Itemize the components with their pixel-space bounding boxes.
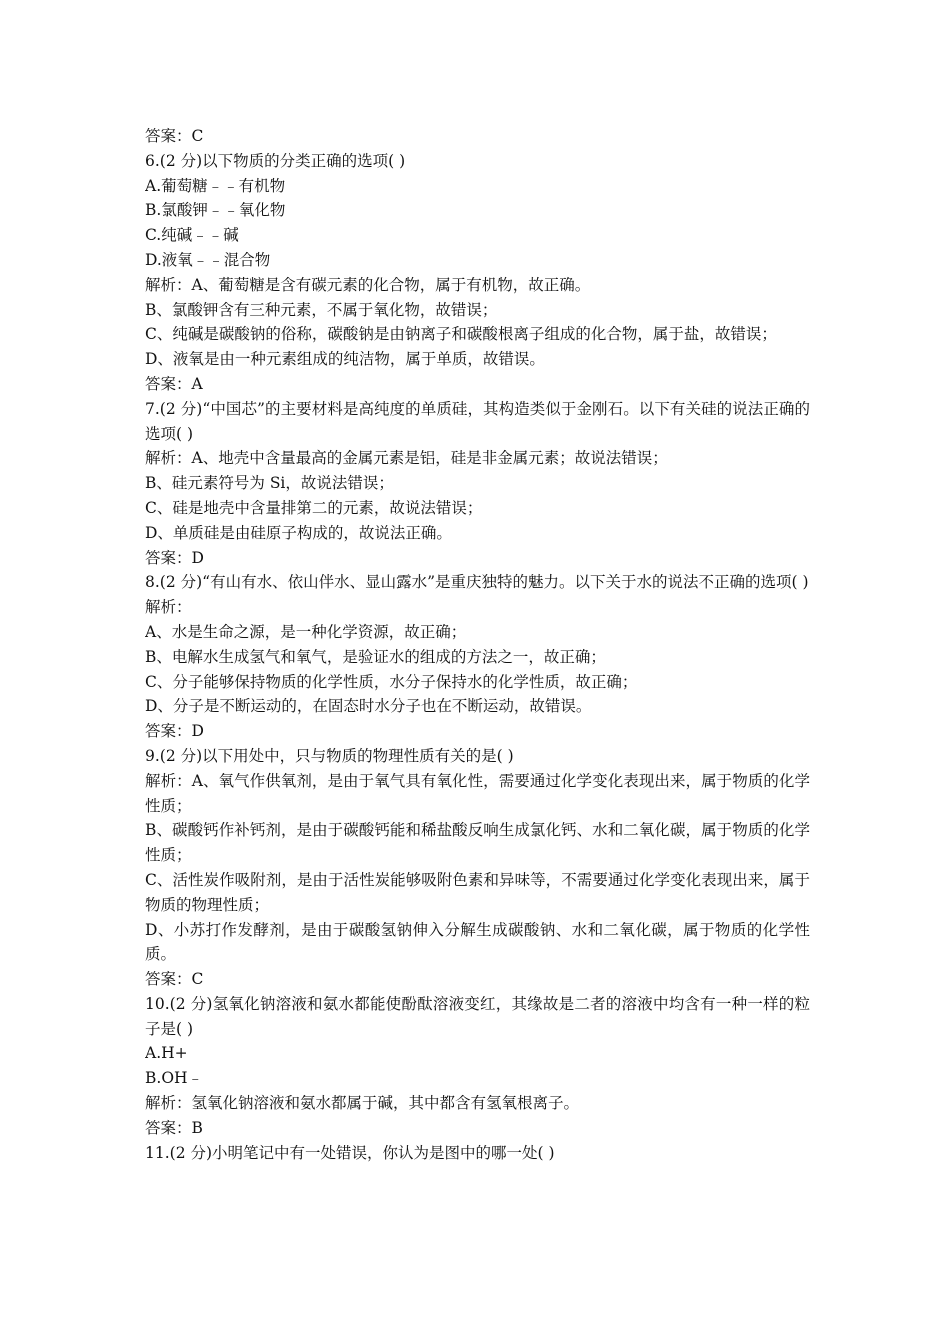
text-line: 解析：A、氧气作供氧剂，是由于氧气具有氧化性，需要通过化学变化表现出来，属于物质的化学性质； (145, 771, 810, 815)
text-line: 解析：A、葡萄糖是含有碳元素的化合物，属于有机物，故正确。 (145, 275, 591, 294)
text-line: B、氯酸钾含有三种元素，不属于氧化物，故错误； (145, 300, 498, 319)
text-line: B、硅元素符号为 Si，故说法错误； (145, 474, 394, 493)
text-line: 答案：D (145, 722, 204, 741)
text-line: 解析：A、地壳中含量最高的金属元素是铝，硅是非金属元素；故说法错误； (145, 449, 668, 468)
text-line: 9.(2 分)以下用处中，只与物质的物理性质有关的是( ) (145, 746, 514, 765)
text-line: 6.(2 分)以下物质的分类正确的选项( ) (145, 151, 406, 170)
text-line: B、碳酸钙作补钙剂，是由于碳酸钙能和稀盐酸反响生成氯化钙、水和二氧化碳，属于物质的化学性质； (145, 821, 810, 865)
text-line: D、单质硅是由硅原子构成的，故说法正确。 (145, 523, 452, 542)
text-line: 答案：C (145, 127, 204, 145)
text-line: C、活性炭作吸附剂，是由于活性炭能够吸附色素和异味等，不需要通过化学变化表现出来，属于物质的物理性质； (145, 870, 810, 914)
text-line: C.纯碱﹣﹣碱 (145, 226, 239, 245)
text-line: 答案：A (145, 374, 203, 393)
text-line: A、水是生命之源，是一种化学资源，故正确； (145, 622, 467, 641)
text-line: 解析：氢氧化钠溶液和氨水都属于碱，其中都含有氢氧根离子。 (145, 1094, 580, 1113)
text-line: D、分子是不断运动的，在固态时水分子也在不断运动，故错误。 (145, 697, 592, 716)
text-line: C、分子能够保持物质的化学性质，水分子保持水的化学性质，故正确； (145, 672, 638, 691)
text-line: 7.(2 分)“中国芯”的主要材料是高纯度的单质硅，其构造类似于金刚石。以下有关硅的说法正确的选项( ) (145, 399, 810, 443)
text-line: 解析： (145, 598, 192, 617)
text-line: B.氯酸钾﹣﹣氧化物 (145, 201, 286, 220)
text-line: D、液氧是由一种元素组成的纯洁物，属于单质，故错误。 (145, 350, 545, 369)
text-line: 10.(2 分)氢氧化钠溶液和氨水都能使酚酞溶液变红，其缘故是二者的溶液中均含有一种一样的粒子是( ) (145, 994, 810, 1038)
text-line: 答案：D (145, 548, 204, 567)
document-body (145, 124, 810, 1165)
text-line: 8.(2 分)“有山有水、依山伴水、显山露水”是重庆独特的魅力。以下关于水的说法不正确的选项( ) (145, 573, 809, 592)
text-line: D、小苏打作发酵剂，是由于碳酸氢钠伸入分解生成碳酸钠、水和二氧化碳，属于物质的化学性质。 (145, 920, 810, 964)
text-line: D.液氧﹣﹣混合物 (145, 250, 271, 269)
text-line: A.H+ (145, 1044, 188, 1063)
text-line: A.葡萄糖﹣﹣有机物 (145, 176, 286, 195)
text-line: 11.(2 分)小明笔记中有一处错误，你认为是图中的哪一处( ) (145, 1143, 555, 1162)
text-line: B.OH﹣ (145, 1069, 204, 1088)
text-line: C、纯碱是碳酸钠的俗称，碳酸钠是由钠离子和碳酸根离子组成的化合物，属于盐，故错误； (145, 325, 777, 344)
text-line: C、硅是地壳中含量排第二的元素，故说法错误； (145, 498, 483, 517)
text-line: B、电解水生成氢气和氧气，是验证水的组成的方法之一，故正确； (145, 647, 606, 666)
text-line: 答案：C (145, 970, 204, 989)
text-line: 答案：B (145, 1118, 203, 1137)
